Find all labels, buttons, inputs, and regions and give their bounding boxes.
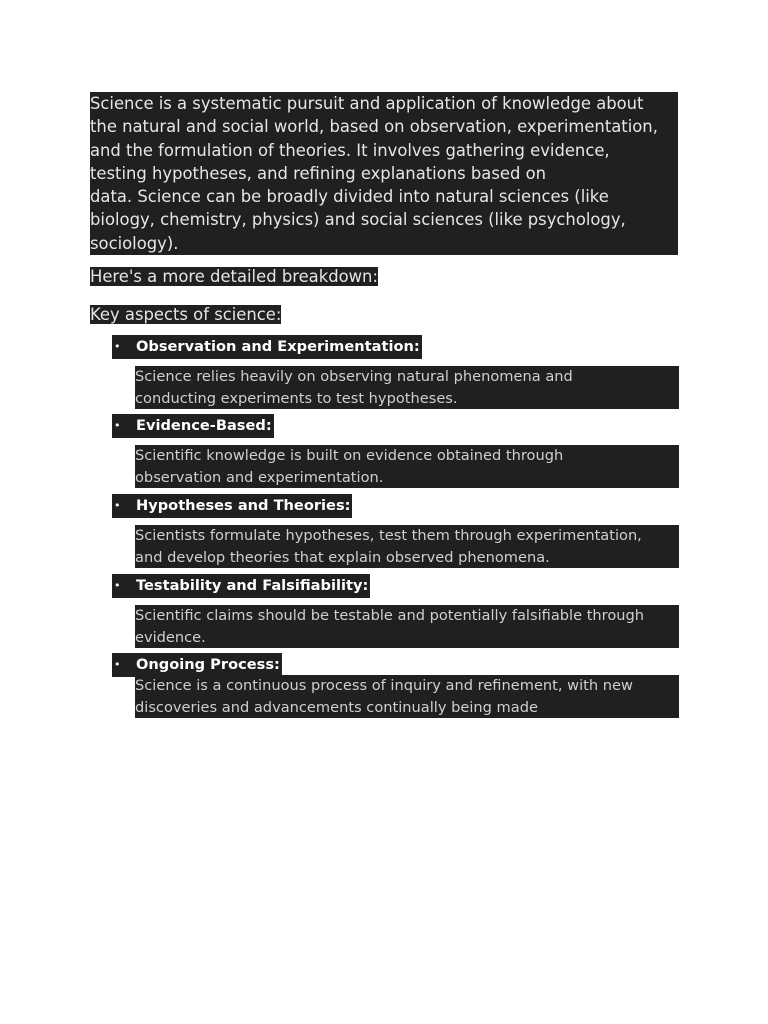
list-item-description: [135, 366, 679, 409]
list-item-description: [135, 525, 679, 568]
intro-line: data. Science can be broadly divided into natural sciences (like: [90, 187, 609, 207]
description-line: evidence.: [135, 628, 206, 646]
list-item-title: Observation and Experimentation:: [136, 335, 422, 359]
list-item-title: Evidence-Based:: [136, 414, 274, 438]
breakdown-label-text: Here's a more detailed breakdown:: [90, 267, 378, 286]
list-item-description: [135, 675, 679, 718]
bullet-icon: •: [114, 419, 121, 432]
intro-line: biology, chemistry, physics) and social sciences (like psychology,: [90, 210, 626, 230]
bullet-icon: •: [114, 579, 121, 592]
key-aspects-heading: [90, 303, 678, 326]
bullet-icon: •: [114, 499, 121, 512]
description-line: conducting experiments to test hypotheses.: [135, 389, 458, 407]
description-line: discoveries and advancements continually being made: [135, 698, 538, 716]
list-item-description: [135, 605, 679, 648]
list-item-description: [135, 445, 679, 488]
intro-line: Science is a systematic pursuit and application of knowledge about: [90, 94, 644, 113]
list-item-title: Ongoing Process:: [136, 653, 282, 677]
intro-line: and the formulation of theories. It involves gathering evidence,: [90, 140, 610, 160]
description-line: observation and experimentation.: [135, 468, 384, 486]
bullet-icon: •: [114, 340, 121, 353]
description-line: Scientists formulate hypotheses, test them through experimentation,: [135, 527, 642, 544]
description-line: Science relies heavily on observing natural phenomena and: [135, 368, 573, 385]
intro-line: sociology).: [90, 233, 179, 253]
description-line: Scientific knowledge is built on evidence obtained through: [135, 447, 564, 464]
description-line: Science is a continuous process of inquiry and refinement, with new: [135, 677, 633, 694]
list-item-title: Hypotheses and Theories:: [136, 494, 352, 518]
intro-line: testing hypotheses, and refining explanations based on: [90, 163, 546, 183]
intro-line: the natural and social world, based on observation, experimentation,: [90, 117, 658, 137]
intro-paragraph: [90, 92, 678, 255]
description-line: Scientific claims should be testable and potentially falsifiable through: [135, 607, 645, 624]
description-line: and develop theories that explain observed phenomena.: [135, 548, 550, 566]
key-aspects-heading-text: Key aspects of science:: [90, 305, 282, 324]
list-item-title: Testability and Falsifiability:: [136, 574, 370, 598]
breakdown-label: [90, 265, 678, 288]
bullet-icon: •: [114, 658, 121, 671]
